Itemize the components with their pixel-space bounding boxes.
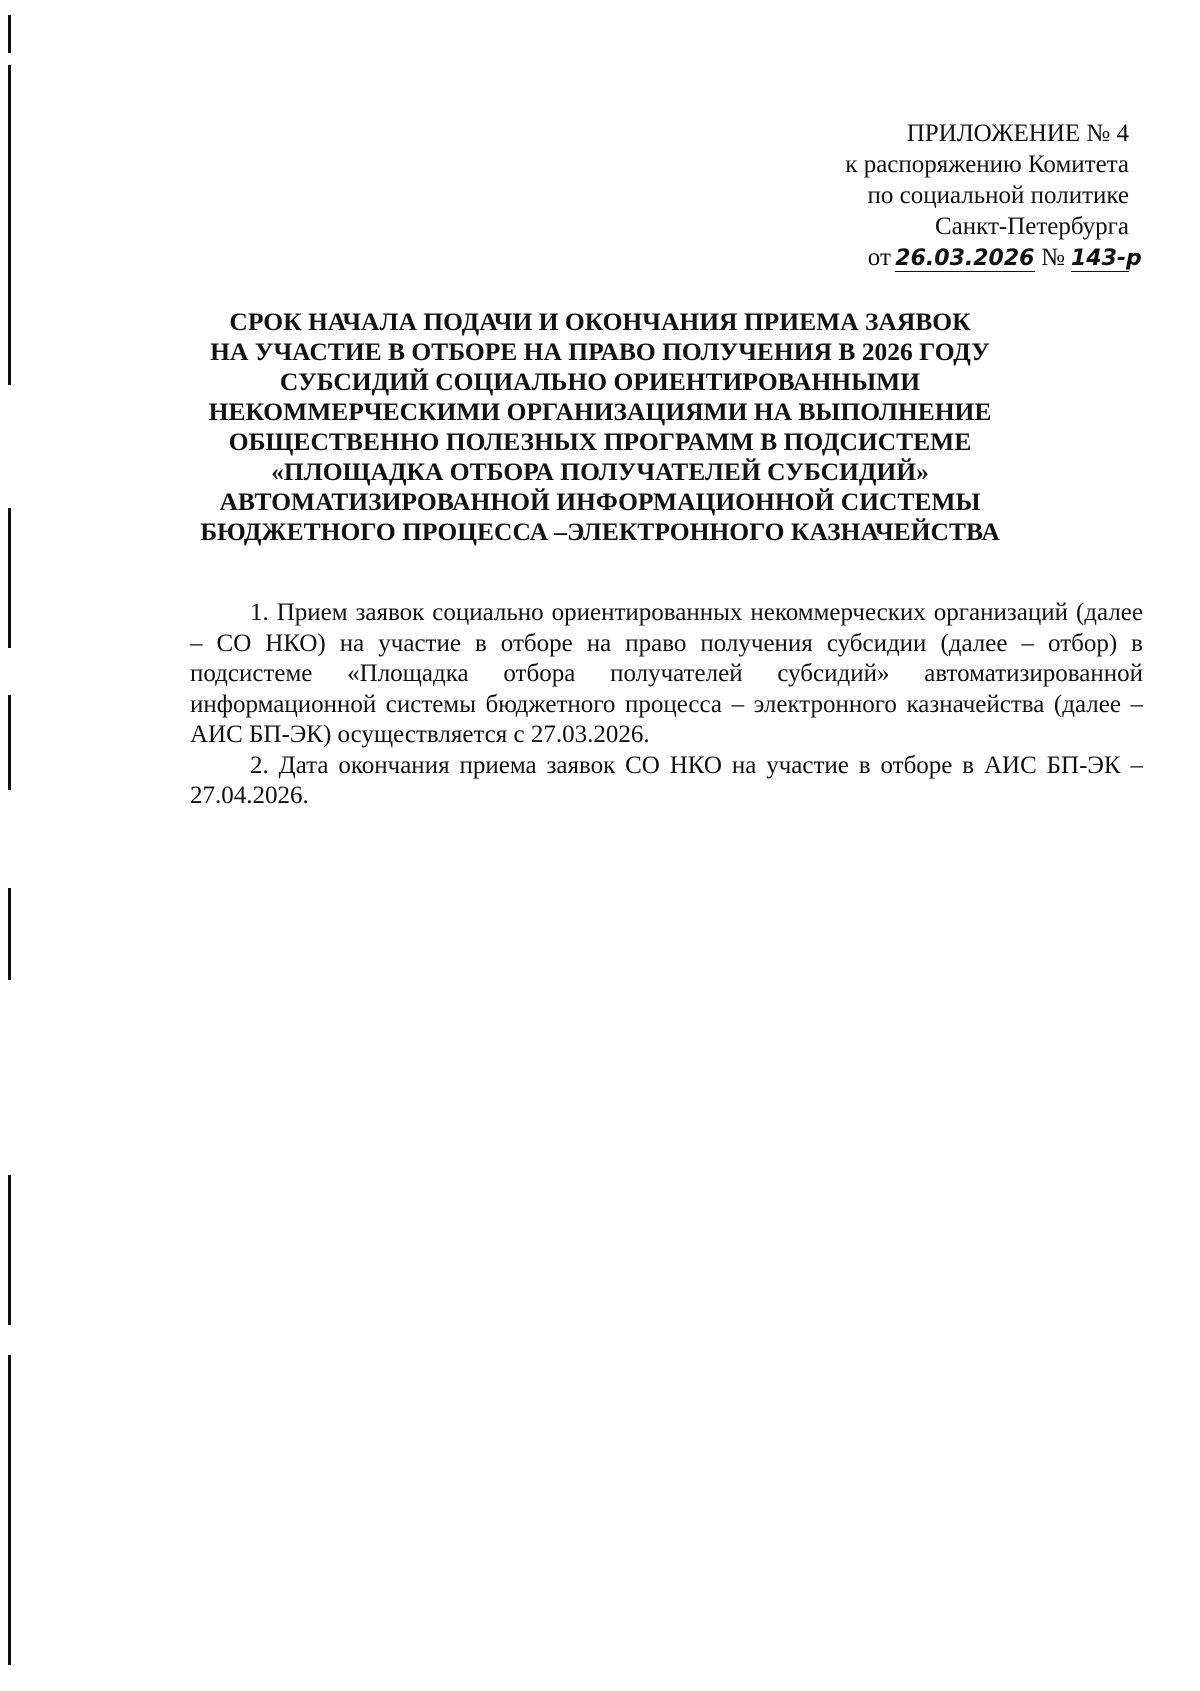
title-line: НА УЧАСТИЕ В ОТБОРЕ НА ПРАВО ПОЛУЧЕНИЯ В 2026 ГОДУ — [210, 337, 990, 366]
title-line: «ПЛОЩАДКА ОТБОРА ПОЛУЧАТЕЛЕЙ СУБСИДИЙ» — [271, 457, 929, 486]
paragraph-2: 2. Дата окончания приема заявок СО НКО на участие в отборе в АИС БП-ЭК – 27.04.2026. — [190, 751, 1143, 809]
document-title — [120, 307, 1080, 547]
scan-edge-mark — [8, 15, 11, 53]
handwritten-date: 26.03.2026 — [895, 246, 1035, 271]
title-line: БЮДЖЕТНОГО ПРОЦЕССА –ЭЛЕКТРОННОГО КАЗНАЧЕЙСТВА — [200, 517, 1000, 546]
ref-prefix: от — [867, 244, 891, 271]
scan-edge-mark — [8, 695, 11, 790]
scan-edge-mark — [8, 888, 11, 980]
annex-committee: по социальной политике — [867, 182, 1129, 209]
handwritten-order-number: 143-р — [1071, 246, 1142, 271]
title-line: СРОК НАЧАЛА ПОДАЧИ И ОКОНЧАНИЯ ПРИЕМА ЗАЯВОК — [229, 307, 971, 336]
order-reference-line — [845, 242, 1142, 273]
scan-edge-mark — [8, 1175, 11, 1325]
annex-order-ref: к распоряжению Комитета — [845, 151, 1129, 178]
title-line: НЕКОММЕРЧЕСКИМИ ОРГАНИЗАЦИЯМИ НА ВЫПОЛНЕНИЕ — [208, 397, 992, 426]
annex-city: Санкт-Петербурга — [934, 213, 1129, 240]
document-body — [190, 598, 1143, 812]
ref-number-label: № — [1041, 244, 1065, 271]
paragraph-1: 1. Прием заявок социально ориентированных некоммерческих организаций (далее – СО НКО) на участие в отборе на право получения субсидии (далее – отбор) в подсистеме «Площадка отбора получателей субсидий» автоматизированной информационной системы бюджетного процесса – электронного казначейства (далее – АИС БП-ЭК) осуществляется с 27.03.2026. — [190, 599, 1143, 748]
scan-edge-mark — [8, 508, 11, 648]
scan-edge-mark — [8, 1355, 11, 1665]
title-line: ОБЩЕСТВЕННО ПОЛЕЗНЫХ ПРОГРАММ В ПОДСИСТЕМЕ — [228, 427, 972, 456]
scan-edge-mark — [8, 65, 11, 385]
annex-header — [845, 118, 1142, 273]
title-line: СУБСИДИЙ СОЦИАЛЬНО ОРИЕНТИРОВАННЫМИ — [279, 367, 921, 396]
annex-number: ПРИЛОЖЕНИЕ № 4 — [906, 120, 1129, 147]
title-line: АВТОМАТИЗИРОВАННОЙ ИНФОРМАЦИОННОЙ СИСТЕМЫ — [219, 487, 981, 516]
